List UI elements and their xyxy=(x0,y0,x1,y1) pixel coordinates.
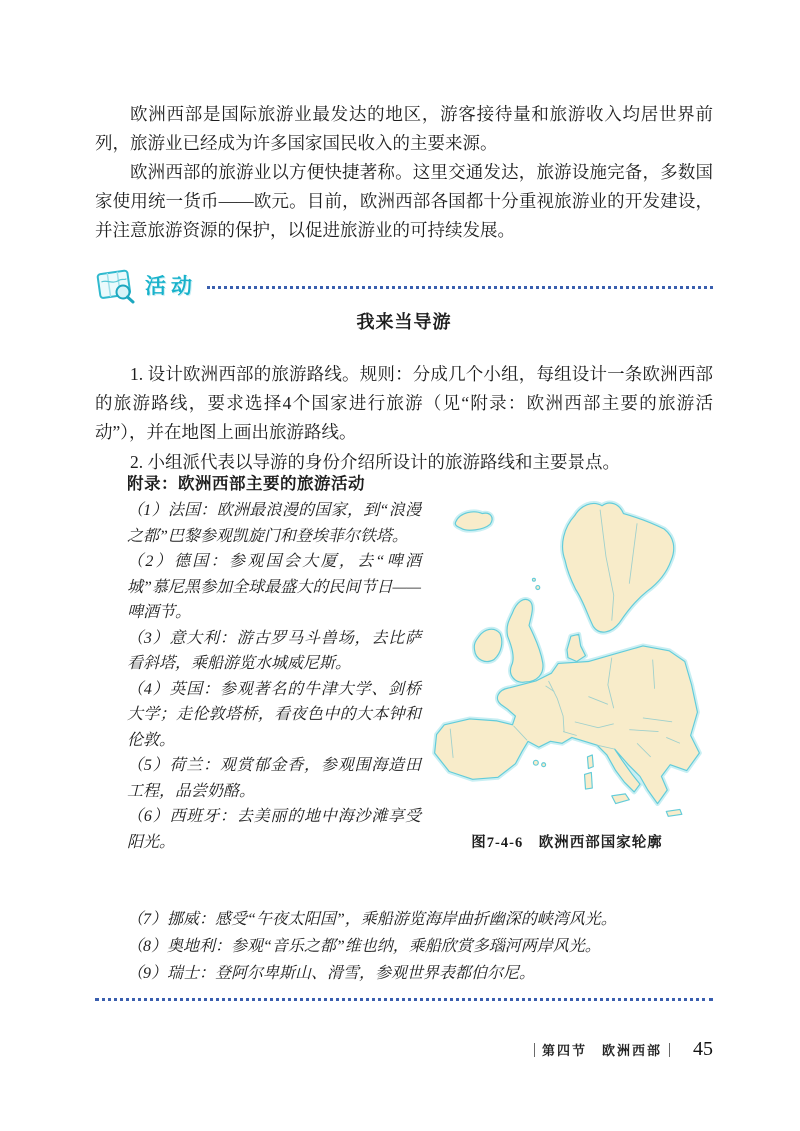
activity-step-1: 1. 设计欧洲西部的旅游路线。规则：分成几个小组，每组设计一条欧洲西部的旅游路线，要求选择4个国家进行旅游（见“附录：欧洲西部主要的旅游活动”），并在地图上画出旅游路线。 xyxy=(95,363,713,442)
activity-step-2: 2. 小组派代表以导游的身份介绍所设计的旅游路线和主要景点。 xyxy=(130,451,620,472)
shetland-island xyxy=(532,578,535,581)
appendix-list-full xyxy=(127,906,713,987)
appendix-item-netherlands: （5）荷兰：观赏郁金香，参观围海造田工程，品尝奶酪。 xyxy=(127,757,421,800)
activity-label: 活动 xyxy=(145,275,197,298)
appendix-list-left xyxy=(127,498,421,855)
appendix-title: 附录：欧洲西部主要的旅游活动 xyxy=(127,474,365,493)
footer-bar-right xyxy=(669,1043,670,1057)
europe-outline-map xyxy=(421,498,713,824)
appendix-item-france: （1）法国：欧洲最浪漫的国家，到“浪漫之都”巴黎参观凯旋门和登埃菲尔铁塔。 xyxy=(127,502,421,545)
activity-title: 我来当导游 xyxy=(356,312,452,332)
sicily-shape xyxy=(612,794,630,804)
intro-paragraph-2: 欧洲西部的旅游业以方便快捷著称。这里交通发达，旅游设施完备，多数国家使用统一货币——欧元。目前，欧洲西部各国都十分重视旅游业的开发建设，并注意旅游资源的保护，以促进旅游业的可持续发展。 xyxy=(95,161,713,240)
shetland-island xyxy=(536,586,540,590)
footer-section-label: 第四节 欧洲西部 xyxy=(541,1043,662,1058)
figure-western-europe xyxy=(421,498,713,855)
appendix-item-spain: （6）西班牙：去美丽的地中海沙滩享受阳光。 xyxy=(127,808,421,851)
appendix-columns xyxy=(127,498,713,855)
page-footer xyxy=(95,1038,713,1061)
appendix-item-austria: （8）奥地利：参观“音乐之都”维也纳，乘船欣赏多瑙河两岸风光。 xyxy=(127,938,601,955)
appendix-item-norway: （7）挪威：感受“午夜太阳国”，乘船游览海岸曲折幽深的峡湾风光。 xyxy=(127,911,617,928)
appendix-item-italy: （3）意大利：游古罗马斗兽场，去比萨看斜塔，乘船游览水城威尼斯。 xyxy=(127,629,421,672)
dotted-divider-bottom xyxy=(95,998,713,1001)
appendix-item-uk: （4）英国：参观著名的牛津大学、剑桥大学；走伦敦塔桥，看夜色中的大本钟和伦敦。 xyxy=(127,680,421,749)
figure-caption: 图7-4-6 欧洲西部国家轮廓 xyxy=(471,835,663,852)
footer-bar-left xyxy=(534,1043,535,1057)
balearic-island xyxy=(542,763,546,767)
sardinia-shape xyxy=(585,772,593,789)
appendix-item-switzerland: （9）瑞士：登阿尔卑斯山、滑雪，参观世界表都伯尔尼。 xyxy=(127,965,536,982)
balearic-island xyxy=(533,760,538,765)
crete-shape xyxy=(666,809,682,816)
scandinavia-shape xyxy=(563,503,674,632)
activity-header xyxy=(95,266,713,304)
dotted-divider-top xyxy=(207,286,713,289)
page-number: 45 xyxy=(693,1038,713,1060)
intro-paragraph-1: 欧洲西部是国际旅游业最发达的地区，游客接待量和旅游收入均居世界前列，旅游业已经成为许多国家国民收入的主要来源。 xyxy=(95,103,713,153)
appendix-item-germany: （2）德国：参观国会大厦，去“啤酒城”慕尼黑参加全球最盛大的民间节日——啤酒节。 xyxy=(127,553,421,621)
corsica-shape xyxy=(587,755,593,769)
activity-map-magnifier-icon xyxy=(95,266,137,304)
